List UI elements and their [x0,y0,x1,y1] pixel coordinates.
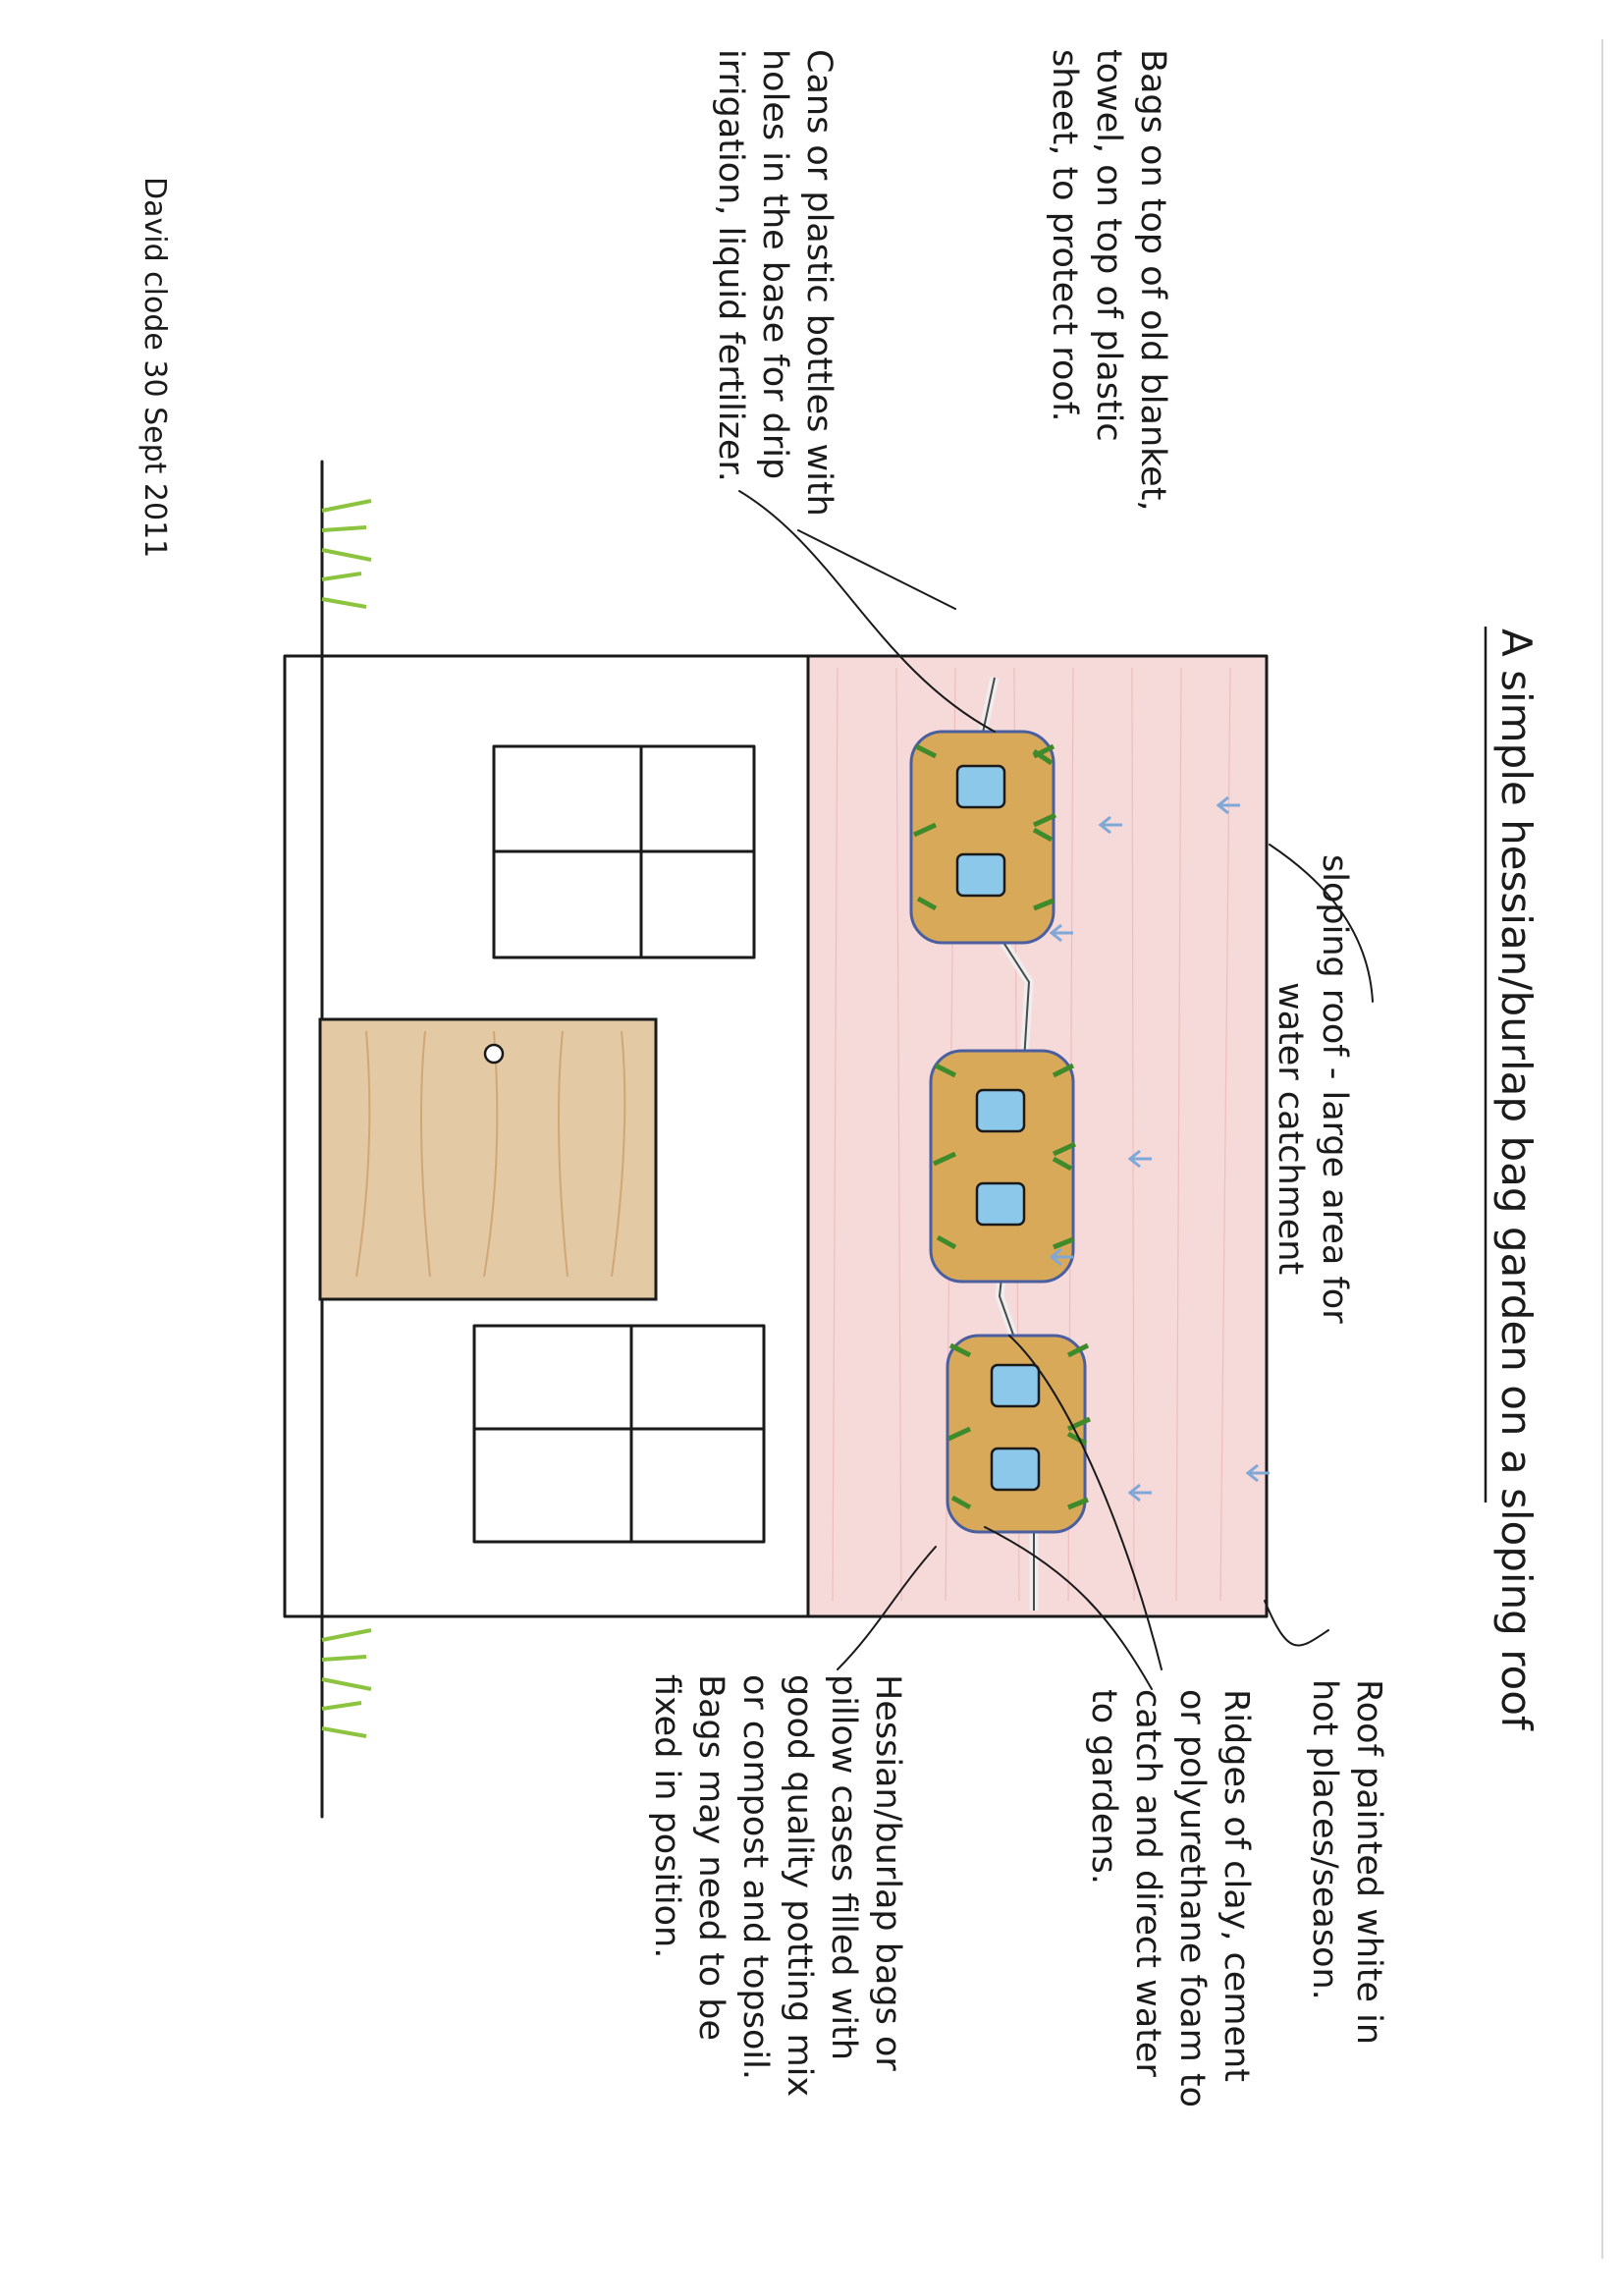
hessian-bag-2 [931,1051,1075,1282]
svg-text:towel, on top of plastic: towel, on top of plastic [1089,49,1128,442]
hessian-bag-1 [911,732,1055,943]
door-knob-icon [485,1045,503,1063]
note-hessian-bags [647,1674,907,2097]
can-icon [992,1449,1039,1490]
svg-text:fixed in position.: fixed in position. [647,1674,686,1959]
grass-right [322,1630,371,1736]
svg-text:to gardens.: to gardens. [1084,1689,1123,1885]
door [320,1019,656,1299]
can-icon [957,854,1004,896]
note-bags-on-top [1045,49,1172,512]
svg-text:good quality potting mix: good quality potting mix [780,1674,819,2098]
svg-text:or polyurethane foam to: or polyurethane foam to [1172,1689,1212,2108]
can-icon [977,1090,1024,1131]
svg-text:pillow cases filled with: pillow cases filled with [824,1674,863,2060]
note-roof-white [1305,1679,1388,2045]
svg-text:Ridges of clay, cement: Ridges of clay, cement [1217,1689,1256,2082]
can-icon [957,766,1004,807]
svg-text:hot places/season.: hot places/season. [1305,1679,1344,2000]
can-icon [977,1183,1024,1225]
diagram-title: A simple hessian/burlap bag garden on a sloping roof [1492,629,1541,1730]
grass-left [322,501,371,607]
svg-text:Bags may need to be: Bags may need to be [691,1674,730,2042]
can-icon [992,1365,1039,1406]
svg-text:sloping roof - large area for: sloping roof - large area for [1315,854,1354,1324]
grass-tuft-icon [322,501,371,607]
svg-text:catch and direct water: catch and direct water [1128,1689,1167,2077]
svg-text:Bags on top of old blanket,: Bags on top of old blanket, [1133,49,1172,512]
svg-text:irrigation, liquid fertilizer.: irrigation, liquid fertilizer. [711,49,750,482]
hessian-bag-3 [947,1336,1090,1532]
note-sloping-roof [1271,854,1354,1324]
svg-text:holes in the base for drip: holes in the base for drip [755,49,794,480]
window-left [494,746,754,957]
grass-tuft-icon [322,1630,371,1736]
svg-text:Cans or plastic bottles with: Cans or plastic bottles with [799,49,839,517]
svg-text:sheet, to protect roof.: sheet, to protect roof. [1045,49,1084,422]
signature: David clode 30 Sept 2011 [137,177,172,559]
note-cans [711,49,839,517]
svg-text:water catchment: water catchment [1271,982,1310,1276]
svg-text:or compost and topsoil.: or compost and topsoil. [735,1674,775,2080]
svg-text:Hessian/burlap bags or: Hessian/burlap bags or [868,1674,907,2071]
svg-text:Roof painted white in: Roof painted white in [1349,1679,1388,2046]
note-ridges [1084,1689,1256,2107]
window-right [474,1326,764,1542]
